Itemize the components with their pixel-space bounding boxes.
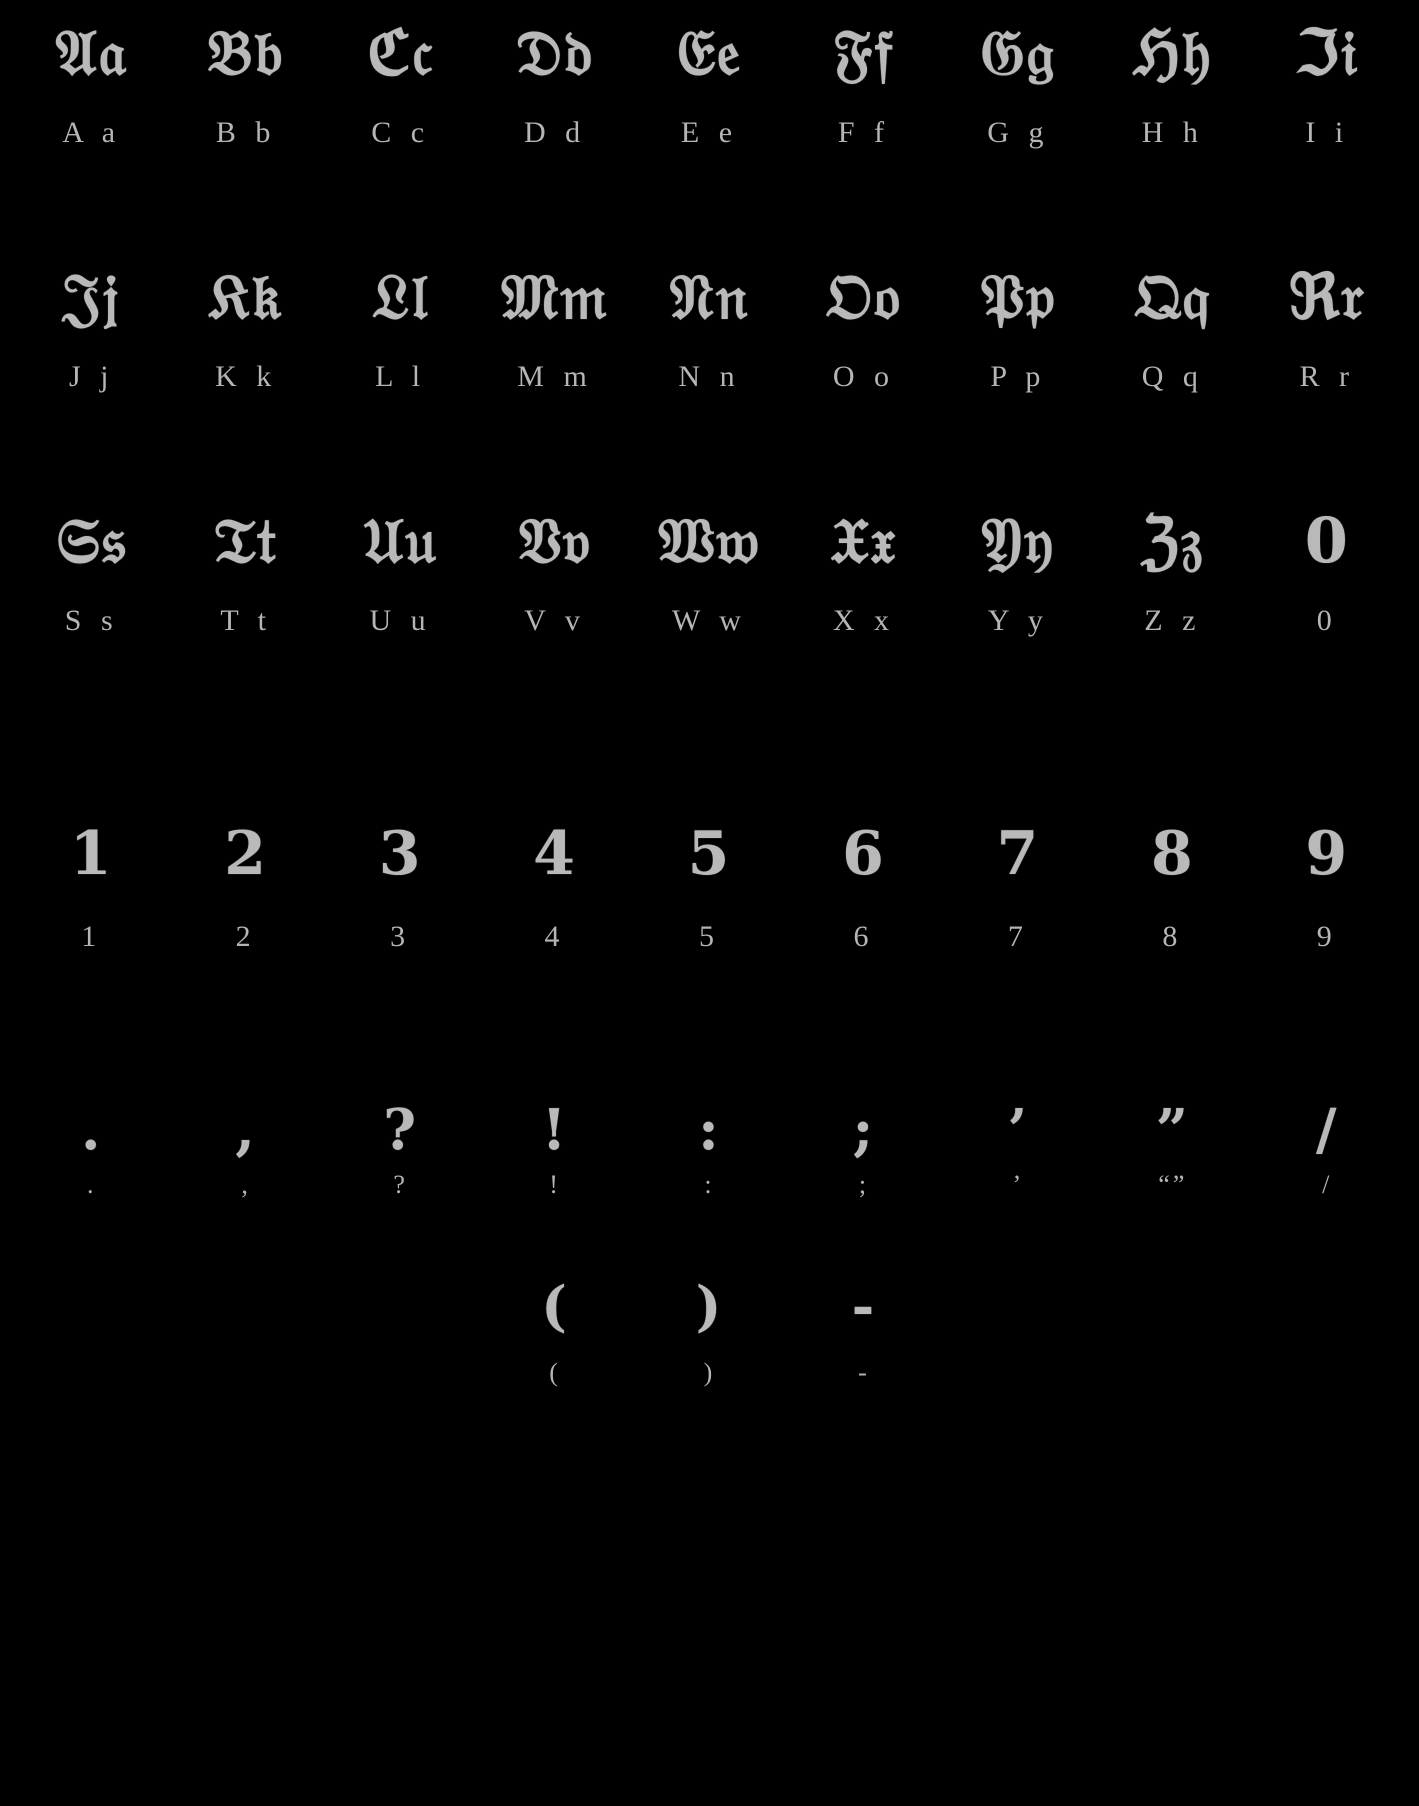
glyph-display: ’: [1007, 1097, 1030, 1163]
glyph-cell: [323, 1078, 477, 1228]
glyph-label: F f: [837, 116, 891, 149]
glyph-display: 8: [1150, 819, 1195, 889]
glyph-display: :: [698, 1097, 721, 1163]
glyph-display: ): [695, 1274, 724, 1338]
glyph-display: 𝔚𝔴: [658, 504, 761, 577]
glyph-display: 𝔈𝔢: [676, 16, 743, 89]
glyph-display: 𝔐𝔪: [501, 260, 609, 333]
glyph-cell: [787, 1268, 941, 1428]
glyph-label: !: [549, 1170, 561, 1199]
glyph-display: 𝔛𝔵: [830, 504, 898, 577]
glyph-label: V v: [524, 604, 586, 637]
glyph-display: 5: [687, 819, 732, 889]
glyph-display: 𝔙𝔳: [517, 504, 593, 577]
glyph-display: 𝔗𝔱: [214, 504, 279, 577]
glyph-label: ;: [858, 1170, 870, 1199]
glyph-label: 1: [81, 920, 103, 953]
glyph-cell: [169, 1268, 323, 1428]
specimen-row-alphabet-2: [15, 254, 1405, 498]
glyph-display: 7: [996, 819, 1041, 889]
glyph-label: 0: [1316, 604, 1338, 637]
glyph-display: 𝔅𝔟: [207, 16, 285, 89]
glyph-display: ;: [852, 1097, 876, 1163]
glyph-label: /: [1322, 1170, 1333, 1199]
glyph-display: ℜ𝔯: [1289, 260, 1366, 333]
glyph-cell: [787, 812, 941, 998]
glyph-display: 3: [378, 819, 423, 889]
glyph-cell: [323, 812, 477, 998]
glyph-cell: [15, 1268, 169, 1428]
glyph-cell: [1250, 10, 1404, 254]
glyph-cell: [1096, 10, 1250, 254]
glyph-label: M m: [517, 360, 593, 393]
specimen-row-brackets: [15, 1228, 1405, 1428]
glyph-cell: [15, 812, 169, 998]
glyph-cell: [169, 254, 323, 498]
glyph-label: 5: [698, 920, 720, 953]
glyph-display: ”: [1155, 1097, 1190, 1163]
glyph-display: ℌ𝔥: [1133, 16, 1213, 89]
glyph-display: 𝔒𝔬: [826, 260, 902, 333]
glyph-label: O o: [832, 360, 896, 393]
glyph-label: ’: [1012, 1170, 1025, 1199]
glyph-cell: [323, 498, 477, 742]
glyph-label: W w: [672, 604, 747, 637]
glyph-label: I i: [1305, 116, 1350, 149]
glyph-label: R r: [1299, 360, 1356, 393]
glyph-label: ?: [393, 1170, 408, 1199]
glyph-cell: [169, 812, 323, 998]
glyph-cell: [478, 10, 632, 254]
glyph-cell: [478, 1268, 632, 1428]
glyph-label: J j: [68, 360, 115, 393]
glyph-cell: [169, 1078, 323, 1228]
glyph-display: 0: [1304, 504, 1350, 577]
glyph-cell: [478, 1078, 632, 1228]
glyph-cell: [1250, 498, 1404, 742]
glyph-label: 4: [544, 920, 566, 953]
glyph-label: ,: [241, 1170, 251, 1199]
glyph-display: 𝔖𝔰: [56, 504, 128, 577]
glyph-label: K k: [215, 360, 278, 393]
glyph-display: -: [851, 1274, 877, 1338]
glyph-display: 4: [533, 819, 577, 889]
glyph-label: Y y: [987, 604, 1049, 637]
glyph-cell: [1096, 812, 1250, 998]
glyph-display: ,: [235, 1097, 257, 1163]
glyph-label: B b: [215, 116, 277, 149]
glyph-label: S s: [64, 604, 119, 637]
glyph-label: 6: [853, 920, 875, 953]
glyph-cell: [632, 1078, 786, 1228]
glyph-cell: [1096, 1268, 1250, 1428]
glyph-label: ): [703, 1358, 716, 1387]
glyph-label: “”: [1158, 1170, 1188, 1199]
glyph-cell: [787, 10, 941, 254]
glyph-label: 9: [1316, 920, 1338, 953]
glyph-cell: [169, 10, 323, 254]
glyph-label: H h: [1141, 116, 1204, 149]
glyph-label: N n: [678, 360, 741, 393]
glyph-label: 3: [390, 920, 412, 953]
glyph-label: Z z: [1144, 604, 1202, 637]
glyph-label: U u: [369, 604, 432, 637]
glyph-display: /: [1316, 1097, 1339, 1163]
glyph-display: ℑ𝔦: [1295, 16, 1359, 89]
glyph-cell: [941, 1268, 1095, 1428]
glyph-label: .: [86, 1170, 97, 1199]
specimen-row-digits: [15, 742, 1405, 998]
glyph-cell: [15, 10, 169, 254]
glyph-cell: [632, 812, 786, 998]
glyph-display: 𝔉𝔣: [833, 16, 895, 89]
glyph-label: T t: [220, 604, 272, 637]
glyph-display: !: [541, 1097, 569, 1163]
glyph-cell: [15, 1078, 169, 1228]
glyph-cell: [787, 1078, 941, 1228]
glyph-display: 𝔘𝔲: [363, 504, 438, 577]
glyph-label: -: [858, 1358, 870, 1387]
glyph-cell: [323, 10, 477, 254]
glyph-display: 𝔓𝔭: [980, 260, 1057, 333]
glyph-cell: [1250, 254, 1404, 498]
glyph-cell: [1250, 1078, 1404, 1228]
specimen-row-alphabet-1: [15, 10, 1405, 254]
glyph-display: 6: [842, 819, 886, 889]
glyph-cell: [632, 10, 786, 254]
glyph-cell: [1096, 1078, 1250, 1228]
glyph-display: 𝔏𝔩: [372, 260, 429, 333]
glyph-display: 𝔜𝔶: [981, 504, 1056, 577]
glyph-cell: [323, 1268, 477, 1428]
glyph-cell: [941, 498, 1095, 742]
glyph-label: L l: [375, 360, 427, 393]
glyph-label: 8: [1162, 920, 1184, 953]
glyph-cell: [478, 812, 632, 998]
glyph-label: 2: [235, 920, 257, 953]
glyph-display: 𝔍𝔧: [62, 260, 121, 333]
glyph-cell: [941, 10, 1095, 254]
glyph-cell: [1250, 1268, 1404, 1428]
glyph-label: Q q: [1141, 360, 1204, 393]
glyph-display: 𝔔𝔮: [1134, 260, 1212, 333]
glyph-label: A a: [62, 116, 122, 149]
glyph-display: .: [80, 1097, 103, 1163]
glyph-label: :: [704, 1170, 715, 1199]
glyph-cell: [787, 254, 941, 498]
glyph-cell: [941, 812, 1095, 998]
glyph-display: ?: [383, 1097, 418, 1163]
glyph-display: ℨ𝔷: [1140, 504, 1205, 577]
glyph-cell: [632, 254, 786, 498]
glyph-label: P p: [990, 360, 1047, 393]
glyph-cell: [632, 1268, 786, 1428]
glyph-cell: [1096, 498, 1250, 742]
glyph-label: 7: [1007, 920, 1029, 953]
glyph-label: C c: [371, 116, 431, 149]
glyph-display: 1: [69, 819, 114, 889]
glyph-display: 9: [1305, 819, 1350, 889]
glyph-display: 𝔑𝔫: [669, 260, 750, 333]
glyph-display: 𝔎𝔨: [209, 260, 284, 333]
glyph-label: X x: [832, 604, 896, 637]
glyph-cell: [787, 498, 941, 742]
specimen-row-alphabet-3: [15, 498, 1405, 742]
specimen-row-punctuation: [15, 998, 1405, 1228]
glyph-cell: [1096, 254, 1250, 498]
glyph-label: G g: [987, 116, 1050, 149]
glyph-cell: [478, 254, 632, 498]
glyph-cell: [15, 498, 169, 742]
glyph-cell: [632, 498, 786, 742]
glyph-label: (: [549, 1358, 561, 1387]
glyph-cell: [169, 498, 323, 742]
glyph-display: 2: [224, 819, 269, 889]
glyph-display: ℭ𝔠: [367, 16, 435, 89]
glyph-display: 𝔇𝔡: [515, 16, 595, 89]
glyph-cell: [478, 498, 632, 742]
glyph-label: E e: [680, 116, 739, 149]
glyph-display: 𝔊𝔤: [980, 16, 1057, 89]
glyph-display: (: [541, 1274, 569, 1338]
glyph-label: D d: [523, 116, 587, 149]
glyph-cell: [941, 1078, 1095, 1228]
glyph-cell: [941, 254, 1095, 498]
glyph-cell: [15, 254, 169, 498]
glyph-cell: [323, 254, 477, 498]
glyph-cell: [1250, 812, 1404, 998]
glyph-display: 𝔄𝔞: [55, 16, 128, 89]
